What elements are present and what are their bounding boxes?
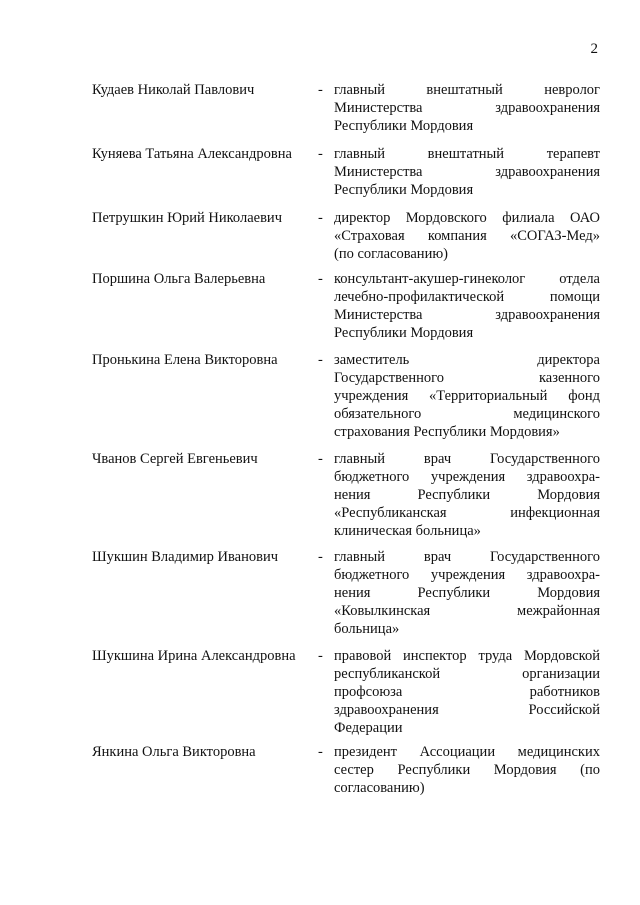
separator-dash: - [318, 82, 323, 98]
role-line: «Республиканская инфекционная [334, 505, 600, 521]
role-line: обязательного медицинского [334, 406, 600, 422]
role-line: учреждения «Территориальный фонд [334, 388, 600, 404]
role-line: лечебно-профилактической помощи [334, 289, 600, 305]
role-line: Республики Мордовия [334, 118, 474, 134]
separator-dash: - [318, 352, 323, 368]
member-name: Шукшина Ирина Александровна [92, 648, 296, 664]
member-name: Поршина Ольга Валерьевна [92, 271, 266, 287]
role-line: больница» [334, 621, 400, 637]
role-line: согласованию) [334, 780, 425, 796]
role-line: главный внештатный терапевт [334, 146, 600, 162]
role-line: профсоюза работников [334, 684, 600, 700]
separator-dash: - [318, 451, 323, 467]
role-line: Федерации [334, 720, 403, 736]
role-line: главный врач Государственного [334, 549, 600, 565]
role-line: Министерства здравоохранения [334, 100, 600, 116]
member-name: Кудаев Николай Павлович [92, 82, 255, 98]
separator-dash: - [318, 146, 323, 162]
role-line: главный внештатный невролог [334, 82, 600, 98]
separator-dash: - [318, 549, 323, 565]
member-name: Пронькина Елена Викторовна [92, 352, 278, 368]
member-name: Шукшин Владимир Иванович [92, 549, 278, 565]
role-line: бюджетного учреждения здравоохра- [334, 469, 600, 485]
role-line: клиническая больница» [334, 523, 481, 539]
member-role [334, 209, 600, 263]
role-line: республиканской организации [334, 666, 600, 682]
member-role [334, 145, 600, 199]
member-role [334, 270, 600, 342]
role-line: Государственного казенного [334, 370, 600, 386]
role-line: бюджетного учреждения здравоохра- [334, 567, 600, 583]
role-line: страхования Республики Мордовия» [334, 424, 560, 440]
separator-dash: - [318, 648, 323, 664]
role-line: «Ковылкинская межрайонная [334, 603, 600, 619]
member-role [334, 743, 600, 797]
role-line: президент Ассоциации медицинских [334, 744, 600, 760]
page-number: 2 [590, 41, 598, 57]
member-name: Чванов Сергей Евгеньевич [92, 451, 258, 467]
role-line: Республики Мордовия [334, 182, 474, 198]
separator-dash: - [318, 210, 323, 226]
role-line: нения Республики Мордовия [334, 487, 600, 503]
role-line: сестер Республики Мордовия (по [334, 762, 600, 778]
role-line: заместитель директора [334, 352, 600, 368]
role-line: Министерства здравоохранения [334, 307, 600, 323]
separator-dash: - [318, 271, 323, 287]
role-line: консультант-акушер-гинеколог отдела [334, 271, 600, 287]
member-name: Янкина Ольга Викторовна [92, 744, 256, 760]
role-line: здравоохранения Российской [334, 702, 600, 718]
role-line: главный врач Государственного [334, 451, 600, 467]
role-line: Министерства здравоохранения [334, 164, 600, 180]
member-role [334, 647, 600, 737]
member-role [334, 351, 600, 441]
member-name: Петрушкин Юрий Николаевич [92, 210, 282, 226]
member-name: Куняева Татьяна Александровна [92, 146, 292, 162]
role-line: директор Мордовского филиала ОАО [334, 210, 600, 226]
role-line: нения Республики Мордовия [334, 585, 600, 601]
role-line: (по согласованию) [334, 246, 448, 262]
separator-dash: - [318, 744, 323, 760]
member-role [334, 450, 600, 540]
role-line: правовой инспектор труда Мордовской [334, 648, 600, 664]
member-role [334, 548, 600, 638]
role-line: Республики Мордовия [334, 325, 474, 341]
role-line: «Страховая компания «СОГАЗ-Мед» [334, 228, 600, 244]
member-role [334, 81, 600, 135]
